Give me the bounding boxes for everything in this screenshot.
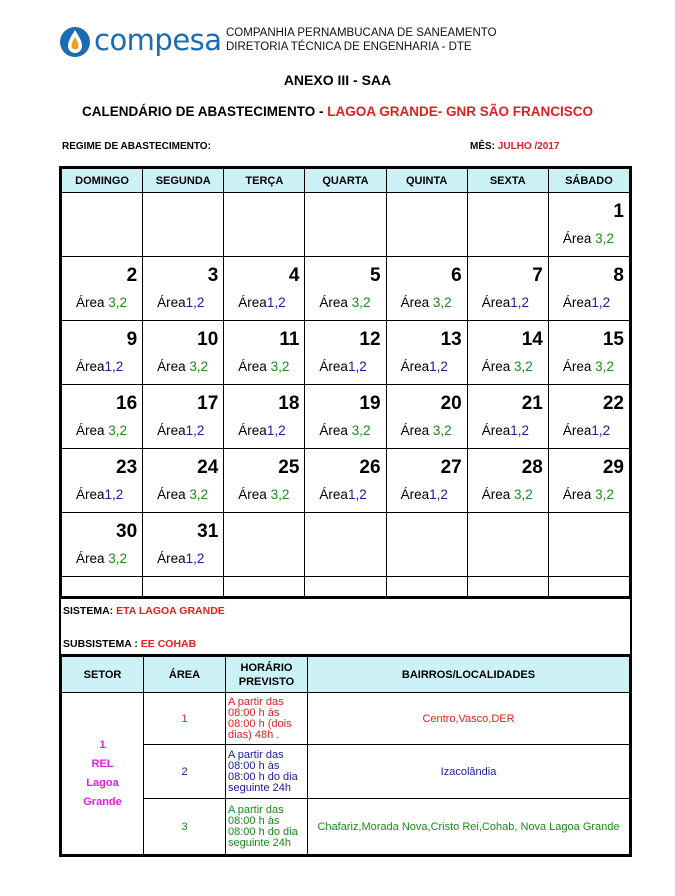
day-area	[157, 295, 204, 310]
calendar-day-cell	[386, 449, 467, 513]
bairros-cell: Izacolândia	[308, 745, 630, 799]
area-number-cell: 1	[144, 693, 226, 745]
day-area-numbers: 1,2	[185, 295, 205, 310]
calendar-day-cell	[305, 385, 386, 449]
calendar-day-cell	[305, 321, 386, 385]
setor-body	[62, 693, 630, 855]
setor-header: SETOR	[62, 657, 144, 693]
day-area-numbers: 3,2	[351, 423, 371, 438]
day-area-label: Área	[481, 487, 514, 502]
calendar-week-row	[62, 257, 630, 321]
horario-header	[226, 657, 308, 693]
day-area-label: Área	[76, 487, 105, 502]
setor-row	[62, 745, 630, 799]
day-area-numbers: 1,2	[185, 423, 205, 438]
calendar-day-cell	[143, 513, 224, 577]
day-area-numbers: 3,2	[189, 359, 209, 374]
area-header: ÁREA	[144, 657, 226, 693]
calendar-day-cell	[143, 321, 224, 385]
day-area	[157, 423, 204, 438]
day-area-label: Área	[319, 295, 352, 310]
weekday-header: SEXTA	[467, 169, 548, 193]
day-area	[157, 359, 208, 374]
calendar-spacer-cell	[548, 577, 629, 597]
weekday-header: TERÇA	[224, 169, 305, 193]
day-area-numbers: 3,2	[270, 487, 290, 502]
setor-name-line: REL	[91, 757, 114, 770]
subsistema-line	[63, 638, 196, 650]
horario-cell: A partir das 08:00 h às 08:00 h do dia seguinte 24h	[226, 799, 308, 855]
day-area	[563, 359, 614, 374]
day-area-label: Área	[319, 359, 348, 374]
day-area-numbers: 3,2	[432, 423, 452, 438]
day-number: 10	[197, 329, 219, 350]
setor-row	[62, 799, 630, 855]
day-area-label: Área	[481, 295, 511, 310]
day-number: 7	[532, 265, 543, 286]
horario-cell: A partir das 08:00 h às 08:00 h do dia seguinte 24h	[226, 745, 308, 799]
horario-header-line-2: PREVISTO	[238, 675, 295, 688]
calendar-empty-cell	[467, 193, 548, 257]
day-area-label: Área	[400, 487, 430, 502]
calendar-empty-cell	[548, 513, 629, 577]
sistema-value: ETA LAGOA GRANDE	[116, 605, 225, 617]
calendar-day-cell	[224, 257, 305, 321]
day-area-numbers: 1,2	[104, 359, 124, 374]
regime-label: REGIME DE ABASTECIMENTO:	[62, 141, 211, 152]
day-area-numbers: 1,2	[104, 487, 124, 502]
sistema-line	[63, 605, 225, 617]
calendar-day-cell	[548, 321, 629, 385]
day-area-numbers: 1,2	[591, 295, 611, 310]
water-drop-logo-icon	[58, 24, 92, 58]
calendar-spacer-cell	[224, 577, 305, 597]
calendar-day-cell	[224, 385, 305, 449]
day-number: 27	[440, 457, 462, 478]
day-area-numbers: 1,2	[429, 487, 448, 502]
day-area-numbers: 3,2	[270, 359, 290, 374]
calendar-title-prefix: CALENDÁRIO DE ABASTECIMENTO -	[81, 104, 328, 119]
day-area-label: Área	[157, 359, 190, 374]
logo-text: compesa	[94, 23, 222, 57]
calendar-empty-cell	[305, 193, 386, 257]
calendar-day-cell	[224, 449, 305, 513]
calendar-day-cell	[143, 449, 224, 513]
day-number: 11	[279, 329, 300, 350]
day-number: 3	[207, 265, 219, 286]
day-area-numbers: 1,2	[266, 423, 286, 438]
weekday-header: DOMINGO	[62, 169, 143, 193]
day-number: 25	[278, 457, 300, 478]
day-area-numbers: 1,2	[266, 295, 286, 310]
weekday-header-row	[62, 169, 630, 193]
day-number: 17	[197, 393, 219, 414]
calendar-day-cell	[62, 385, 143, 449]
horario-header-line-1: HORÁRIO	[240, 661, 293, 674]
calendar-day-cell	[305, 257, 386, 321]
day-area-numbers: 3,2	[513, 487, 533, 502]
day-number: 9	[126, 329, 138, 350]
day-number: 6	[451, 265, 462, 286]
day-area-numbers: 3,2	[108, 295, 128, 310]
day-area-label: Área	[76, 295, 109, 310]
month-label-text: MÊS:	[470, 141, 498, 152]
day-area-label: Área	[238, 487, 271, 502]
calendar-title	[0, 104, 675, 119]
setor-name-line: Grande	[83, 795, 122, 808]
day-area	[401, 295, 452, 310]
day-number: 5	[369, 265, 381, 286]
day-area-numbers: 1,2	[510, 295, 530, 310]
day-area	[401, 359, 448, 374]
day-area-label: Área	[238, 423, 267, 438]
sistema-section	[59, 596, 632, 654]
day-area	[157, 487, 208, 502]
calendar-day-cell	[224, 321, 305, 385]
day-area-label: Área	[157, 423, 186, 438]
calendar-day-cell	[305, 449, 386, 513]
day-area	[238, 487, 289, 502]
day-area	[319, 423, 370, 438]
day-number: 30	[116, 521, 138, 542]
sistema-label: SISTEMA:	[63, 605, 117, 617]
day-area	[238, 359, 289, 374]
day-area-label: Área	[76, 551, 109, 566]
day-area-numbers: 1,2	[510, 423, 530, 438]
subsistema-value: EE COHAB	[140, 638, 197, 650]
day-number: 1	[613, 201, 624, 222]
calendar-empty-cell	[386, 513, 467, 577]
day-area	[482, 423, 529, 438]
day-area	[319, 359, 366, 374]
calendar-day-cell	[467, 449, 548, 513]
company-line-2: DIRETORIA TÉCNICA DE ENGENHARIA - DTE	[226, 41, 472, 53]
day-number: 19	[359, 393, 381, 414]
day-area	[482, 359, 533, 374]
calendar-spacer-cell	[62, 577, 143, 597]
day-area-numbers: 1,2	[591, 423, 611, 438]
calendar-empty-cell	[224, 513, 305, 577]
day-number: 21	[521, 393, 543, 414]
setor-name-line: 1	[99, 738, 106, 751]
day-area-label: Área	[76, 359, 105, 374]
calendar-day-cell	[143, 257, 224, 321]
day-area	[401, 423, 452, 438]
day-area-label: Área	[481, 423, 511, 438]
day-area	[76, 487, 123, 502]
calendar-day-cell	[548, 449, 629, 513]
day-area	[563, 231, 614, 246]
document-header	[58, 22, 618, 62]
calendar-empty-cell	[305, 513, 386, 577]
day-number: 18	[278, 393, 300, 414]
day-area-label: Área	[157, 487, 190, 502]
setor-name-cell	[62, 693, 144, 855]
horario-cell: A partir das 08:00 h às 08:00 h (dois dias) 48h .	[226, 693, 308, 745]
day-area-numbers: 3,2	[108, 551, 128, 566]
calendar-day-cell	[548, 385, 629, 449]
day-area	[238, 295, 285, 310]
setor-row	[62, 693, 630, 745]
area-number-cell: 2	[144, 745, 226, 799]
day-area-numbers: 3,2	[432, 295, 452, 310]
day-area-label: Área	[319, 487, 348, 502]
weekday-header: SEGUNDA	[143, 169, 224, 193]
day-area-label: Área	[157, 295, 186, 310]
day-area-numbers: 3,2	[108, 423, 128, 438]
calendar-day-cell	[386, 257, 467, 321]
day-number: 8	[613, 265, 624, 286]
anexo-title: ANEXO III - SAA	[283, 72, 392, 88]
weekday-header: QUARTA	[305, 169, 386, 193]
day-number: 12	[359, 329, 381, 350]
day-area-label: Área	[319, 423, 352, 438]
day-area	[76, 295, 127, 310]
calendar-grid	[59, 166, 632, 599]
day-area-label: Área	[238, 295, 267, 310]
day-number: 31	[197, 521, 219, 542]
day-area	[563, 295, 610, 310]
day-number: 16	[116, 393, 138, 414]
calendar-day-cell	[143, 385, 224, 449]
day-area-numbers: 3,2	[513, 359, 533, 374]
calendar-week-row	[62, 385, 630, 449]
day-area	[563, 423, 610, 438]
company-name	[226, 26, 497, 54]
calendar-day-cell	[62, 321, 143, 385]
calendar-spacer-cell	[386, 577, 467, 597]
calendar-spacer-cell	[467, 577, 548, 597]
calendar-day-cell	[386, 385, 467, 449]
day-number: 13	[440, 329, 462, 350]
weekday-header: QUINTA	[386, 169, 467, 193]
calendar-empty-cell	[386, 193, 467, 257]
day-number: 4	[288, 265, 300, 286]
day-number: 22	[602, 393, 624, 414]
calendar-day-cell	[467, 257, 548, 321]
calendar-day-cell	[467, 385, 548, 449]
day-area-numbers: 3,2	[351, 295, 371, 310]
day-area-label: Área	[562, 295, 592, 310]
day-area	[157, 551, 204, 566]
bairros-cell: Centro,Vasco,DER	[308, 693, 630, 745]
day-number: 24	[197, 457, 219, 478]
calendar-week-row	[62, 513, 630, 577]
day-area-label: Área	[238, 359, 271, 374]
day-area-numbers: 3,2	[595, 231, 614, 246]
day-area-numbers: 1,2	[347, 487, 367, 502]
calendar-day-cell	[62, 449, 143, 513]
calendar-week-row	[62, 449, 630, 513]
day-area-label: Área	[481, 359, 514, 374]
calendar-day-cell	[62, 257, 143, 321]
subsistema-label: SUBSISTEMA :	[63, 638, 141, 650]
day-area	[401, 487, 448, 502]
calendar-spacer-row	[62, 577, 630, 597]
day-number: 23	[116, 457, 138, 478]
day-area	[76, 423, 127, 438]
calendar-spacer-cell	[143, 577, 224, 597]
day-area-label: Área	[400, 423, 433, 438]
day-number: 26	[359, 457, 381, 478]
day-area	[319, 487, 366, 502]
day-area-label: Área	[562, 487, 596, 502]
setor-name-line: Lagoa	[86, 776, 119, 789]
day-area-label: Área	[76, 423, 109, 438]
day-area	[76, 551, 127, 566]
day-number: 20	[440, 393, 462, 414]
day-area-label: Área	[562, 359, 596, 374]
day-area-label: Área	[562, 231, 596, 246]
day-area	[238, 423, 285, 438]
calendar-spacer-cell	[305, 577, 386, 597]
day-number: 14	[521, 329, 543, 350]
day-area	[319, 295, 370, 310]
calendar-day-cell	[62, 513, 143, 577]
day-area	[563, 487, 614, 502]
calendar-empty-cell	[467, 513, 548, 577]
day-area	[482, 295, 529, 310]
day-area-numbers: 1,2	[185, 551, 205, 566]
calendar-day-cell	[548, 193, 629, 257]
day-number: 29	[602, 457, 624, 478]
day-area-numbers: 1,2	[347, 359, 367, 374]
bairros-cell: Chafariz,Morada Nova,Cristo Rei,Cohab, Nova Lagoa Grande	[308, 799, 630, 855]
month-label	[470, 141, 559, 152]
day-area-numbers: 1,2	[429, 359, 448, 374]
day-area-label: Área	[400, 295, 433, 310]
day-area-numbers: 3,2	[189, 487, 209, 502]
area-number-cell: 3	[144, 799, 226, 855]
calendar-empty-cell	[143, 193, 224, 257]
day-number: 15	[602, 329, 624, 350]
calendar-day-cell	[548, 257, 629, 321]
weekday-header: SÁBADO	[548, 169, 629, 193]
calendar-week-row	[62, 193, 630, 257]
company-line-1: COMPANHIA PERNAMBUCANA DE SANEAMENTO	[226, 27, 497, 39]
setor-header-row	[62, 657, 630, 693]
day-area-label: Área	[562, 423, 592, 438]
calendar-title-place: LAGOA GRANDE- GNR SÃO FRANCISCO	[327, 104, 593, 119]
day-area-label: Área	[400, 359, 430, 374]
day-area-numbers: 3,2	[595, 359, 614, 374]
day-area	[482, 487, 533, 502]
calendar-body	[62, 193, 630, 597]
day-number: 28	[521, 457, 543, 478]
calendar-empty-cell	[62, 193, 143, 257]
calendar-empty-cell	[224, 193, 305, 257]
day-area-numbers: 3,2	[595, 487, 614, 502]
setor-table	[59, 654, 632, 857]
day-area	[76, 359, 123, 374]
calendar-week-row	[62, 321, 630, 385]
day-area-label: Área	[157, 551, 186, 566]
month-value: JULHO /2017	[497, 141, 560, 152]
calendar-day-cell	[467, 321, 548, 385]
day-number: 2	[126, 265, 138, 286]
bairros-header: BAIRROS/LOCALIDADES	[308, 657, 630, 693]
calendar-day-cell	[386, 321, 467, 385]
